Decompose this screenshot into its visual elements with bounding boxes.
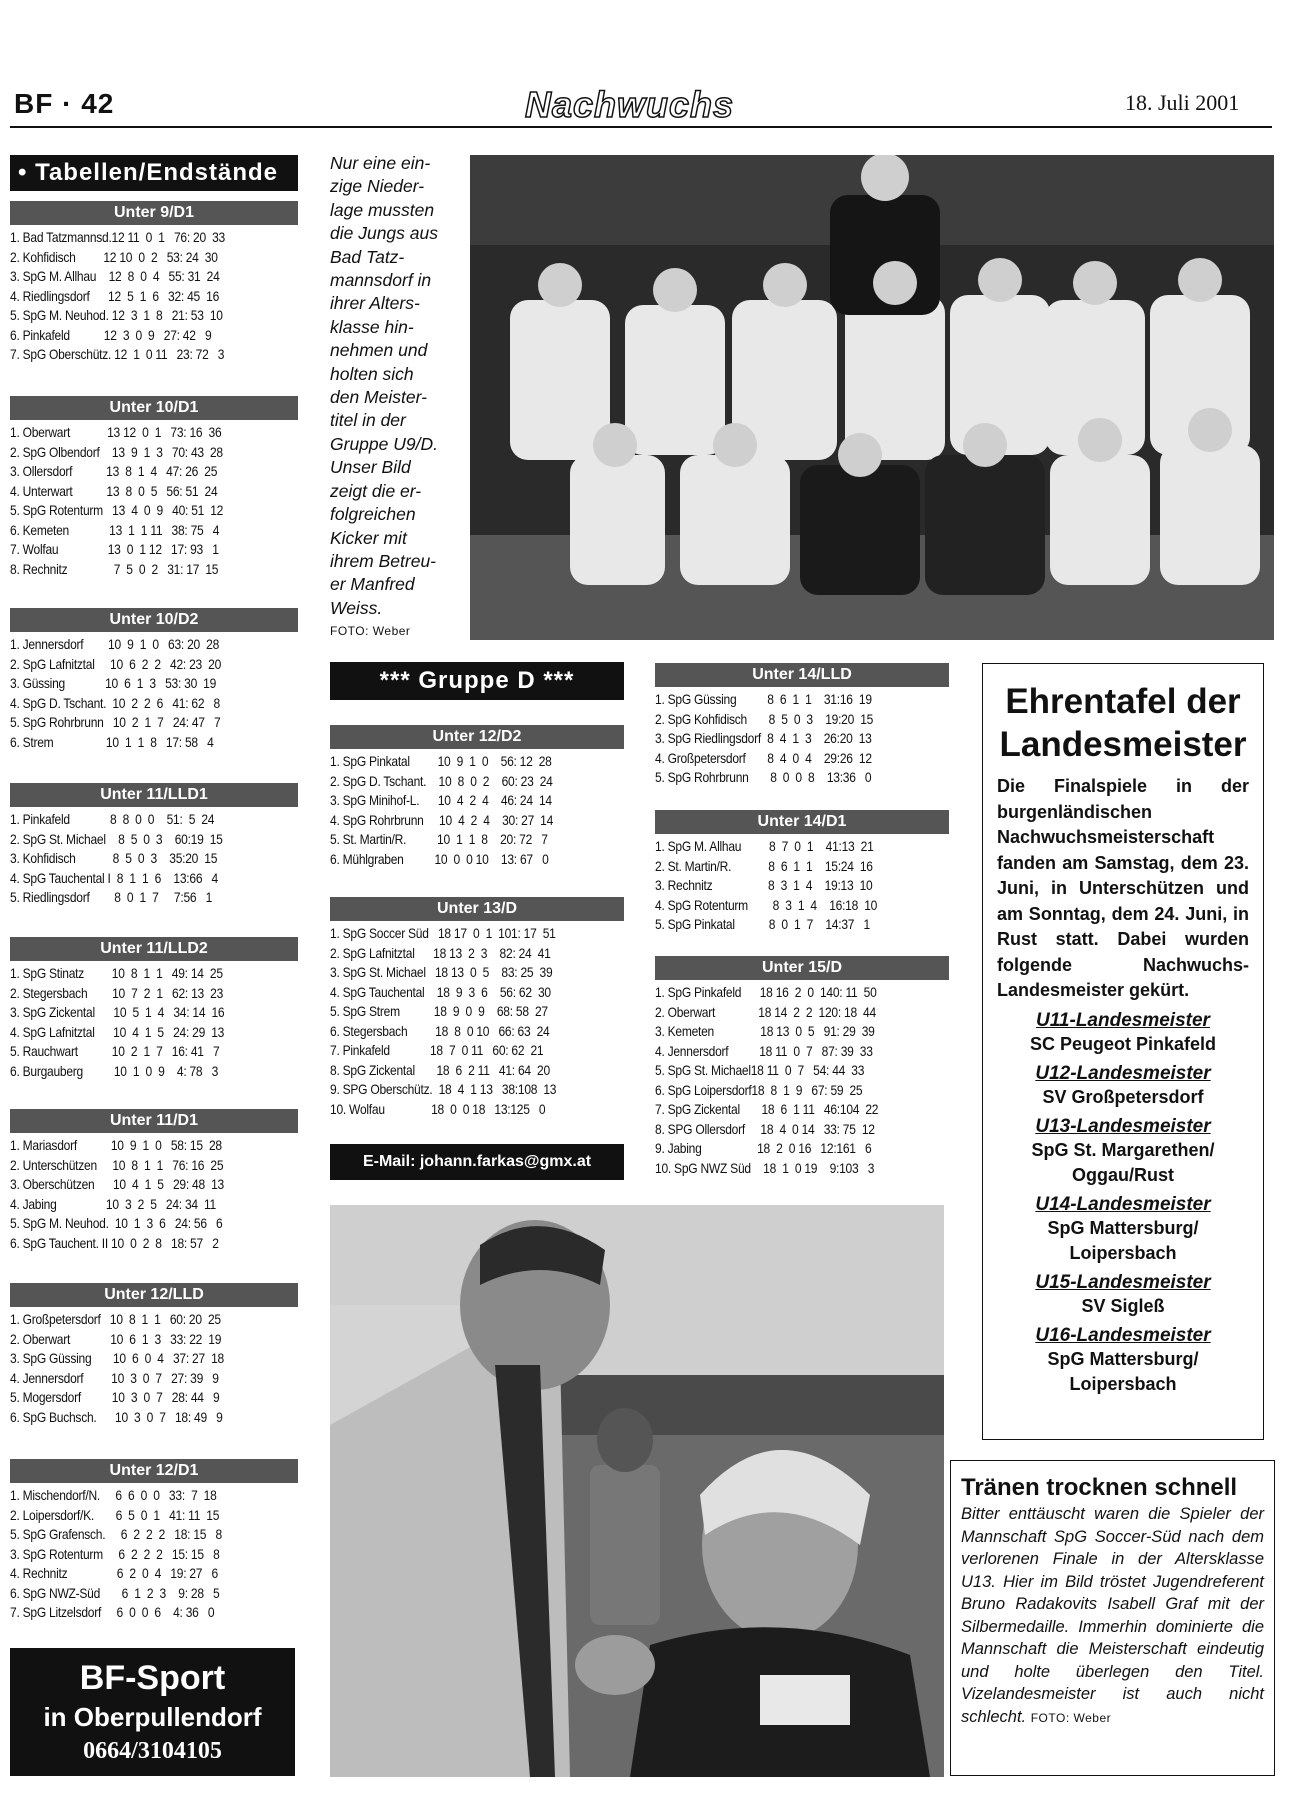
table-row: 3. SpG Riedlingsdorf 8 4 1 3 26:20 13 <box>655 730 872 746</box>
champion-entry <box>993 1272 1253 1319</box>
table-row: 4. SpG Lafnitztal 10 4 1 5 24: 29 13 <box>10 1023 225 1040</box>
table-row: 2. St. Martin/R. 8 6 1 1 15:24 16 <box>655 857 873 874</box>
league-table-title: Unter 12/D1 <box>10 1459 298 1483</box>
table-row: 4. Jennersdorf 10 3 0 7 27: 39 9 <box>10 1369 219 1386</box>
table-row: 5. Rauchwart 10 2 1 7 16: 41 7 <box>10 1043 220 1059</box>
traenen-text: Bitter enttäuscht waren die Spieler der Mannschaft SpG Soccer-Süd nach dem verlorenen Finale in der Altersklasse U13. Hier im Bild tröstet Jugendreferent Bruno Radakovits Isabell Graf mit der Silbermedaille. Immerhin dominierte die Mannschaft die Meisterschaft eindeutig und holte überlegen den Titel. Vizelandesmeister ist auch nicht schlecht. FOTO: Weber <box>961 1505 1264 1726</box>
table-row: 4. SpG Tauchental I 8 1 1 6 13:66 4 <box>10 869 218 886</box>
table-row: 6. Stegersbach 18 8 0 10 66: 63 24 <box>330 1022 550 1039</box>
table-row: 10. Wolfau 18 0 0 18 13:125 0 <box>330 1100 546 1117</box>
champion-club: Loipersbach <box>1069 1373 1177 1394</box>
table-row: 5. Riedlingsdorf 8 0 1 7 7:56 1 <box>10 889 213 905</box>
issue-date: 18. Juli 2001 <box>1125 90 1240 115</box>
table-row: 1. SpG M. Allhau 8 7 0 1 41:13 21 <box>655 838 874 854</box>
league-table <box>10 396 298 579</box>
table-row: 3. Kemeten 18 13 0 5 91: 29 39 <box>655 1023 875 1039</box>
ehrentafel-title: Ehrentafel der Landesmeister <box>999 682 1247 764</box>
table-row: 3. Kohfidisch 8 5 0 3 35:20 15 <box>10 850 218 866</box>
ad-phone: 0664/3104105 <box>83 1738 222 1764</box>
table-row: 5. SpG Grafensch. 6 2 2 2 18: 15 8 <box>10 1526 222 1542</box>
table-row: 7. Wolfau 13 0 1 12 17: 93 1 <box>10 541 219 557</box>
table-row: 1. SpG Pinkatal 10 9 1 0 56: 12 28 <box>330 753 552 769</box>
table-row: 3. SpG Zickental 10 5 1 4 34: 14 16 <box>10 1004 225 1020</box>
table-row: 7. SpG Oberschütz. 12 1 0 11 23: 72 3 <box>10 346 225 362</box>
page-number: BF · 42 <box>14 88 115 119</box>
table-row: 8. SpG Zickental 18 6 2 11 41: 64 20 <box>330 1061 550 1078</box>
table-row: 10. SpG NWZ Süd 18 1 0 19 9:103 3 <box>655 1159 875 1176</box>
table-row: 3. Güssing 10 6 1 3 53: 30 19 <box>10 675 217 691</box>
caption-line: Nur eine ein- <box>330 153 431 173</box>
champion-club: SpG St. Margarethen/ <box>1031 1139 1215 1160</box>
table-row: 2. Unterschützen 10 8 1 1 76: 16 25 <box>10 1156 224 1173</box>
table-row: 2. Kohfidisch 12 10 0 2 53: 24 30 <box>10 248 218 265</box>
table-row: 8. SPG Ollersdorf 18 4 0 14 33: 75 12 <box>655 1120 875 1137</box>
table-row: 3. SpG Rotenturm 6 2 2 2 15: 15 8 <box>10 1545 220 1562</box>
table-row: 5. SpG Rohrbrunn 10 2 1 7 24: 47 7 <box>10 714 221 730</box>
ad-line1: BF-Sport <box>79 1659 226 1697</box>
champion-level: U11-Landesmeister <box>1036 1009 1210 1031</box>
caption-line: titel in der <box>330 410 406 431</box>
caption-line: lage mussten <box>330 199 435 220</box>
league-table-title: Unter 11/D1 <box>10 1109 298 1133</box>
caption-line: zige Nieder- <box>330 176 425 197</box>
table-row: 6. SpG Tauchent. II 10 0 2 8 18: 57 2 <box>10 1234 219 1251</box>
table-row: 6. Pinkafeld 12 3 0 9 27: 42 9 <box>10 326 212 343</box>
champion-level: U13-Landesmeister <box>1035 1115 1211 1137</box>
gruppe-d-banner: *** Gruppe D *** <box>330 662 624 700</box>
table-row: 9. Jabing 18 2 0 16 12:161 6 <box>655 1140 872 1156</box>
league-table-title: Unter 13/D <box>330 897 624 921</box>
league-table-title: Unter 11/LLD1 <box>10 783 298 807</box>
table-row: 6. Kemeten 13 1 1 11 38: 75 4 <box>10 521 220 538</box>
section-title: Nachwuchs <box>525 84 735 125</box>
champion-entry <box>993 1010 1253 1057</box>
league-table-title: Unter 12/D2 <box>330 725 624 749</box>
caption-line: ihrem Betreu- <box>330 550 437 571</box>
table-row: 2. SpG Lafnitztal 10 6 2 2 42: 23 20 <box>10 655 222 672</box>
table-row: 3. Rechnitz 8 3 1 4 19:13 10 <box>655 877 873 893</box>
header-rule <box>10 126 1272 128</box>
table-row: 2. SpG Kohfidisch 8 5 0 3 19:20 15 <box>655 710 874 727</box>
table-row: 5. SpG M. Neuhod. 10 1 3 6 24: 56 6 <box>10 1215 223 1231</box>
champion-club: SC Peugeot Pinkafeld <box>1029 1033 1217 1054</box>
league-table-title: Unter 15/D <box>655 956 949 980</box>
table-row: 1. Mariasdorf 10 9 1 0 58: 15 28 <box>10 1137 222 1153</box>
table-row: 9. SPG Oberschütz. 18 4 1 13 38:108 13 <box>330 1081 557 1097</box>
league-table <box>10 1459 298 1623</box>
team-photo <box>470 155 1274 640</box>
league-table-title: Unter 11/LLD2 <box>10 937 298 961</box>
league-table <box>655 956 949 1178</box>
champion-level: U12-Landesmeister <box>1035 1062 1211 1084</box>
champion-level: U16-Landesmeister <box>1035 1324 1211 1346</box>
table-row: 2. Loipersdorf/K. 6 5 0 1 41: 11 15 <box>10 1506 220 1523</box>
table-row: 4. Riedlingsdorf 12 5 1 6 32: 45 16 <box>10 287 220 304</box>
caption-line: klasse hin- <box>330 316 414 337</box>
photo1-credit: FOTO: Weber <box>330 624 411 639</box>
table-row: 4. SpG Rotenturm 8 3 1 4 16:18 10 <box>655 896 878 913</box>
league-table <box>10 1109 298 1253</box>
caption-line: Kicker mit <box>330 527 407 548</box>
traenen-credit: FOTO: Weber <box>1030 1710 1112 1725</box>
traenen-box <box>950 1460 1275 1776</box>
ad-line2: in Oberpullendorf <box>43 1702 262 1732</box>
table-row: 3. Ollersdorf 13 8 1 4 47: 26 25 <box>10 463 218 479</box>
table-row: 5. SpG Rohrbrunn 8 0 0 8 13:36 0 <box>655 769 872 785</box>
table-row: 4. Jabing 10 3 2 5 24: 34 11 <box>10 1195 216 1212</box>
caption-line: ihrer Alters- <box>330 293 420 314</box>
table-row: 6. Mühlgraben 10 0 0 10 13: 67 0 <box>330 850 549 867</box>
table-row: 5. SpG M. Neuhod. 12 3 1 8 21: 53 10 <box>10 307 223 323</box>
league-table <box>655 810 949 935</box>
league-table <box>10 201 298 365</box>
league-table <box>330 897 624 1119</box>
table-row: 3. Oberschützen 10 4 1 5 29: 48 13 <box>10 1176 224 1192</box>
league-table-title: Unter 14/LLD <box>655 663 949 687</box>
champion-club: SpG Mattersburg/ <box>1047 1217 1199 1238</box>
table-row: 6. SpG Loipersdorf18 8 1 9 67: 59 25 <box>655 1081 863 1098</box>
league-table <box>330 725 624 869</box>
table-row: 3. SpG Minihof-L. 10 4 2 4 46: 24 14 <box>330 792 552 808</box>
table-row: 7. SpG Litzelsdorf 6 0 0 6 4: 36 0 <box>10 1604 215 1620</box>
medal-photo <box>330 1205 944 1777</box>
table-row: 4. SpG D. Tschant. 10 2 2 6 41: 62 8 <box>10 694 220 711</box>
table-row: 7. Pinkafeld 18 7 0 11 60: 62 21 <box>330 1042 544 1058</box>
table-row: 1. Pinkafeld 8 8 0 0 51: 5 24 <box>10 811 215 827</box>
champion-club: SV Großpetersdorf <box>1042 1086 1204 1107</box>
table-row: 4. Unterwart 13 8 0 5 56: 51 24 <box>10 482 218 499</box>
champion-entry <box>993 1063 1253 1110</box>
caption-line: mannsdorf in <box>330 270 432 291</box>
table-row: 5. SpG Rotenturm 13 4 0 9 40: 51 12 <box>10 502 224 518</box>
league-table-title: Unter 14/D1 <box>655 810 949 834</box>
table-row: 1. Jennersdorf 10 9 1 0 63: 20 28 <box>10 636 220 652</box>
table-row: 6. SpG NWZ-Süd 6 1 2 3 9: 28 5 <box>10 1584 220 1601</box>
champion-entry <box>993 1116 1253 1188</box>
table-row: 1. Bad Tatzmannsd.12 11 0 1 76: 20 33 <box>10 229 225 245</box>
table-row: 6. Burgauberg 10 1 0 9 4: 78 3 <box>10 1062 219 1079</box>
league-table <box>10 1283 298 1427</box>
table-row: 2. SpG St. Michael 8 5 0 3 60:19 15 <box>10 830 223 847</box>
table-row: 8. Rechnitz 7 5 0 2 31: 17 15 <box>10 560 219 577</box>
caption-line: holten sich <box>330 363 414 384</box>
ehrentafel-box <box>982 663 1264 1440</box>
champion-level: U15-Landesmeister <box>1035 1271 1211 1293</box>
league-table-title: Unter 10/D2 <box>10 608 298 632</box>
table-row: 2. SpG Olbendorf 13 9 1 3 70: 43 28 <box>10 443 223 460</box>
table-row: 1. Mischendorf/N. 6 6 0 0 33: 7 18 <box>10 1487 217 1503</box>
table-row: 5. SpG Strem 18 9 0 9 68: 58 27 <box>330 1003 548 1019</box>
champion-club: Loipersbach <box>1069 1242 1177 1263</box>
table-row: 1. SpG Stinatz 10 8 1 1 49: 14 25 <box>10 965 223 981</box>
traenen-title: Tränen trocknen schnell <box>961 1474 1238 1501</box>
league-table <box>10 937 298 1081</box>
table-row: 3. SpG M. Allhau 12 8 0 4 55: 31 24 <box>10 268 220 284</box>
table-row: 5. Mogersdorf 10 3 0 7 28: 44 9 <box>10 1389 220 1405</box>
table-row: 5. SpG Pinkatal 8 0 1 7 14:37 1 <box>655 916 870 932</box>
table-row: 1. Großpetersdorf 10 8 1 1 60: 20 25 <box>10 1311 221 1327</box>
champion-entry <box>993 1325 1253 1397</box>
league-table-title: Unter 10/D1 <box>10 396 298 420</box>
table-row: 2. SpG D. Tschant. 10 8 0 2 60: 23 24 <box>330 772 553 789</box>
caption-line: folgreichen <box>330 504 416 525</box>
champion-club: Oggau/Rust <box>1072 1164 1174 1185</box>
table-row: 3. SpG Güssing 10 6 0 4 37: 27 18 <box>10 1350 224 1366</box>
caption-line: Weiss. <box>330 597 383 618</box>
ehrentafel-intro: Die Finalspiele in der burgenländischen Nachwuchsmeisterschaft fanden am Samstag, dem 23. Juni, in Unterschützen und am Sonntag, dem 24. Juni, in Rust statt. Dabei wurden folgende Nachwuchs-Landesmeister gekürt. <box>997 776 1249 1000</box>
champion-club: SpG Mattersburg/ <box>1047 1348 1199 1369</box>
caption-line: nehmen und <box>330 340 428 361</box>
table-row: 6. Strem 10 1 1 8 17: 58 4 <box>10 733 214 750</box>
caption-line: zeigt die er- <box>330 480 422 501</box>
champion-entry <box>993 1194 1253 1266</box>
caption-line: er Manfred <box>330 574 415 595</box>
table-row: 1. Oberwart 13 12 0 1 73: 16 36 <box>10 424 222 440</box>
table-row: 2. Oberwart 10 6 1 3 33: 22 19 <box>10 1330 222 1347</box>
table-row: 7. SpG Zickental 18 6 1 11 46:104 22 <box>655 1101 879 1117</box>
photo1-caption <box>330 152 458 644</box>
table-row: 5. SpG St. Michael18 11 0 7 54: 44 33 <box>655 1062 865 1078</box>
table-row: 3. SpG St. Michael 18 13 0 5 83: 25 39 <box>330 964 553 980</box>
table-row: 6. SpG Buchsch. 10 3 0 7 18: 49 9 <box>10 1408 223 1425</box>
league-table <box>10 783 298 908</box>
league-table-title: Unter 9/D1 <box>10 201 298 225</box>
table-row: 1. SpG Güssing 8 6 1 1 31:16 19 <box>655 691 872 707</box>
table-row: 1. SpG Soccer Süd 18 17 0 1 101: 17 51 <box>330 925 556 941</box>
table-row: 4. Rechnitz 6 2 0 4 19: 27 6 <box>10 1565 218 1581</box>
email-banner: E-Mail: johann.farkas@gmx.at <box>330 1144 624 1180</box>
table-row: 4. SpG Rohrbrunn 10 4 2 4 30: 27 14 <box>330 811 554 828</box>
caption-line: die Jungs aus <box>330 223 438 244</box>
table-row: 4. SpG Tauchental 18 9 3 6 56: 62 30 <box>330 983 551 1000</box>
table-row: 1. SpG Pinkafeld 18 16 2 0 140: 11 50 <box>655 984 877 1000</box>
champion-club: SV Sigleß <box>1081 1295 1165 1316</box>
table-row: 4. Großpetersdorf 8 4 0 4 29:26 12 <box>655 749 872 766</box>
table-row: 2. SpG Lafnitztal 18 13 2 3 82: 24 41 <box>330 944 551 961</box>
caption-line: Bad Tatz- <box>330 246 405 267</box>
caption-line: den Meister- <box>330 387 427 408</box>
table-row: 5. St. Martin/R. 10 1 1 8 20: 72 7 <box>330 831 548 847</box>
table-row: 4. Jennersdorf 18 11 0 7 87: 39 33 <box>655 1042 873 1059</box>
league-table <box>655 663 949 788</box>
table-row: 2. Oberwart 18 14 2 2 120: 18 44 <box>655 1003 876 1020</box>
league-table-title: Unter 12/LLD <box>10 1283 298 1307</box>
tables-heading: • Tabellen/Endstände <box>10 155 298 191</box>
table-row: 2. Stegersbach 10 7 2 1 62: 13 23 <box>10 984 224 1001</box>
champion-level: U14-Landesmeister <box>1035 1193 1211 1215</box>
caption-line: Unser Bild <box>330 457 411 478</box>
league-table <box>10 608 298 752</box>
caption-line: Gruppe U9/D. <box>330 433 438 454</box>
bf-sport-ad <box>10 1648 295 1776</box>
